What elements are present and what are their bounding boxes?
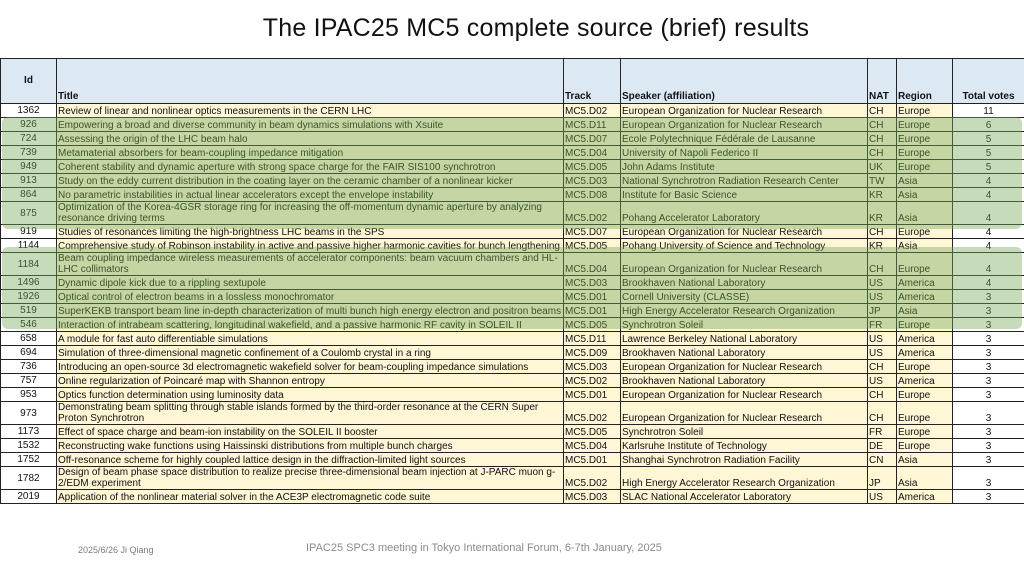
region-cell: America xyxy=(897,346,953,360)
track-cell: MC5.D02 xyxy=(564,104,621,118)
title-cell: Empowering a broad and diverse community in beam dynamics simulations with Xsuite xyxy=(57,118,564,132)
nat-cell: DE xyxy=(868,439,897,453)
track-cell: MC5.D11 xyxy=(564,118,621,132)
nat-cell: CH xyxy=(868,104,897,118)
nat-cell: US xyxy=(868,276,897,290)
title-cell: Simulation of three-dimensional magnetic confinement of a Coulomb crystal in a ring xyxy=(57,346,564,360)
total-votes-cell: 4 xyxy=(953,276,1024,290)
id-cell: 1184 xyxy=(1,253,57,276)
speaker-cell: European Organization for Nuclear Research xyxy=(621,402,868,425)
speaker-cell: Shanghai Synchrotron Radiation Facility xyxy=(621,453,868,467)
track-cell: MC5.D03 xyxy=(564,360,621,374)
speaker-cell: University of Napoli Federico II xyxy=(621,146,868,160)
table-row xyxy=(1,439,1024,453)
region-cell: Europe xyxy=(897,425,953,439)
total-votes-cell: 3 xyxy=(953,439,1024,453)
nat-cell: JP xyxy=(868,467,897,490)
track-cell: MC5.D01 xyxy=(564,290,621,304)
table-row xyxy=(1,425,1024,439)
title-cell: Off-resonance scheme for highly coupled lattice design in the diffraction-limited light sources xyxy=(57,453,564,467)
id-cell: 926 xyxy=(1,118,57,132)
nat-cell: US xyxy=(868,374,897,388)
region-cell: Asia xyxy=(897,202,953,225)
table-row xyxy=(1,202,1024,225)
region-cell: Asia xyxy=(897,453,953,467)
track-cell: MC5.D04 xyxy=(564,439,621,453)
speaker-cell: Institute for Basic Science xyxy=(621,188,868,202)
speaker-cell: European Organization for Nuclear Research xyxy=(621,118,868,132)
nat-cell: KR xyxy=(868,202,897,225)
total-votes-cell: 4 xyxy=(953,239,1024,253)
speaker-cell: European Organization for Nuclear Research xyxy=(621,388,868,402)
speaker-cell: Brookhaven National Laboratory xyxy=(621,346,868,360)
total-votes-cell: 3 xyxy=(953,346,1024,360)
total-votes-cell: 3 xyxy=(953,374,1024,388)
speaker-cell: John Adams Institute xyxy=(621,160,868,174)
column-header-nat: NAT xyxy=(868,59,897,104)
id-cell: 1173 xyxy=(1,425,57,439)
id-cell: 658 xyxy=(1,332,57,346)
table-row xyxy=(1,402,1024,425)
footer-meeting: IPAC25 SPC3 meeting in Tokyo International Forum, 6-7th January, 2025 xyxy=(306,542,662,554)
total-votes-cell: 4 xyxy=(953,188,1024,202)
track-cell: MC5.D01 xyxy=(564,304,621,318)
table-row xyxy=(1,490,1024,504)
title-cell: Beam coupling impedance wireless measurements of accelerator components: beam vacuum chambers and HL-LHC collimators xyxy=(57,253,564,276)
id-cell: 1496 xyxy=(1,276,57,290)
id-cell: 1752 xyxy=(1,453,57,467)
region-cell: Europe xyxy=(897,104,953,118)
column-header-title: Title xyxy=(57,59,564,104)
nat-cell: CH xyxy=(868,360,897,374)
speaker-cell: European Organization for Nuclear Research xyxy=(621,360,868,374)
table-row xyxy=(1,225,1024,239)
nat-cell: TW xyxy=(868,174,897,188)
id-cell: 1926 xyxy=(1,290,57,304)
id-cell: 949 xyxy=(1,160,57,174)
region-cell: America xyxy=(897,490,953,504)
id-cell: 953 xyxy=(1,388,57,402)
table-row xyxy=(1,146,1024,160)
speaker-cell: Brookhaven National Laboratory xyxy=(621,374,868,388)
speaker-cell: European Organization for Nuclear Research xyxy=(621,253,868,276)
track-cell: MC5.D01 xyxy=(564,388,621,402)
column-header-track: Track xyxy=(564,59,621,104)
region-cell: Asia xyxy=(897,467,953,490)
speaker-cell: Synchrotron Soleil xyxy=(621,318,868,332)
slide-title: The IPAC25 MC5 complete source (brief) results xyxy=(262,14,810,42)
total-votes-cell: 6 xyxy=(953,118,1024,132)
region-cell: Europe xyxy=(897,160,953,174)
title-cell: SuperKEKB transport beam line in-depth characterization of multi bunch high energy electron and positron beams xyxy=(57,304,564,318)
id-cell: 739 xyxy=(1,146,57,160)
column-header-total-votes: Total votes xyxy=(953,59,1024,104)
total-votes-cell: 5 xyxy=(953,132,1024,146)
id-cell: 757 xyxy=(1,374,57,388)
total-votes-cell: 5 xyxy=(953,146,1024,160)
nat-cell: KR xyxy=(868,188,897,202)
track-cell: MC5.D05 xyxy=(564,318,621,332)
total-votes-cell: 3 xyxy=(953,290,1024,304)
nat-cell: FR xyxy=(868,425,897,439)
speaker-cell: Ecole Polytechnique Fédérale de Lausanne xyxy=(621,132,868,146)
title-cell: Effect of space charge and beam-ion instability on the SOLEIL II booster xyxy=(57,425,564,439)
total-votes-cell: 3 xyxy=(953,332,1024,346)
track-cell: MC5.D01 xyxy=(564,453,621,467)
track-cell: MC5.D05 xyxy=(564,160,621,174)
title-cell: Coherent stability and dynamic aperture with strong space charge for the FAIR SIS100 synchrotron xyxy=(57,160,564,174)
region-cell: America xyxy=(897,374,953,388)
speaker-cell: European Organization for Nuclear Research xyxy=(621,104,868,118)
total-votes-cell: 3 xyxy=(953,360,1024,374)
region-cell: America xyxy=(897,276,953,290)
title-cell: Metamaterial absorbers for beam-coupling impedance mitigation xyxy=(57,146,564,160)
speaker-cell: European Organization for Nuclear Research xyxy=(621,225,868,239)
title-cell: No parametric instabilities in actual linear accelerators except the envelope instability xyxy=(57,188,564,202)
title-cell: Design of beam phase space distribution to realize precise three-dimensional beam injection at J-PARC muon g-2/EDM experiment xyxy=(57,467,564,490)
track-cell: MC5.D02 xyxy=(564,202,621,225)
total-votes-cell: 3 xyxy=(953,388,1024,402)
title-cell: Demonstrating beam splitting through stable islands formed by the third-order resonance at the CERN Super Proton Synchrotron xyxy=(57,402,564,425)
nat-cell: CH xyxy=(868,388,897,402)
total-votes-cell: 4 xyxy=(953,174,1024,188)
table-row xyxy=(1,360,1024,374)
total-votes-cell: 3 xyxy=(953,490,1024,504)
title-cell: Optics function determination using luminosity data xyxy=(57,388,564,402)
title-cell: Assessing the origin of the LHC beam halo xyxy=(57,132,564,146)
track-cell: MC5.D03 xyxy=(564,276,621,290)
nat-cell: CH xyxy=(868,402,897,425)
track-cell: MC5.D09 xyxy=(564,346,621,360)
title-cell: Study on the eddy current distribution in the coating layer on the ceramic chamber of a nonlinear kicker xyxy=(57,174,564,188)
total-votes-cell: 3 xyxy=(953,318,1024,332)
table-row xyxy=(1,104,1024,118)
title-cell: Online regularization of Poincaré map with Shannon entropy xyxy=(57,374,564,388)
column-header-region: Region xyxy=(897,59,953,104)
table-row xyxy=(1,239,1024,253)
total-votes-cell: 3 xyxy=(953,467,1024,490)
track-cell: MC5.D03 xyxy=(564,490,621,504)
nat-cell: CH xyxy=(868,132,897,146)
track-cell: MC5.D05 xyxy=(564,425,621,439)
speaker-cell: High Energy Accelerator Research Organization xyxy=(621,467,868,490)
region-cell: Europe xyxy=(897,132,953,146)
id-cell: 1144 xyxy=(1,239,57,253)
table-row xyxy=(1,188,1024,202)
title-cell: Optical control of electron beams in a lossless monochromator xyxy=(57,290,564,304)
nat-cell: US xyxy=(868,290,897,304)
id-cell: 736 xyxy=(1,360,57,374)
nat-cell: CH xyxy=(868,118,897,132)
id-cell: 864 xyxy=(1,188,57,202)
region-cell: Asia xyxy=(897,188,953,202)
nat-cell: CH xyxy=(868,253,897,276)
nat-cell: JP xyxy=(868,304,897,318)
title-cell: Reconstructing wake functions using Haissinski distributions from multiple bunch charges xyxy=(57,439,564,453)
table-row xyxy=(1,118,1024,132)
column-header-speaker: Speaker (affiliation) xyxy=(621,59,868,104)
id-cell: 919 xyxy=(1,225,57,239)
table-row xyxy=(1,253,1024,276)
id-cell: 875 xyxy=(1,202,57,225)
total-votes-cell: 3 xyxy=(953,402,1024,425)
title-cell: Interaction of intrabeam scattering, longitudinal wakefield, and a passive harmonic RF cavity in SOLEIL II xyxy=(57,318,564,332)
table-row xyxy=(1,290,1024,304)
region-cell: Europe xyxy=(897,225,953,239)
footer-date-author: 2025/6/26 Ji Qiang xyxy=(78,545,154,555)
region-cell: Asia xyxy=(897,174,953,188)
id-cell: 724 xyxy=(1,132,57,146)
region-cell: Europe xyxy=(897,360,953,374)
region-cell: America xyxy=(897,290,953,304)
total-votes-cell: 4 xyxy=(953,225,1024,239)
region-cell: Europe xyxy=(897,439,953,453)
id-cell: 1532 xyxy=(1,439,57,453)
id-cell: 519 xyxy=(1,304,57,318)
results-table xyxy=(0,58,1024,504)
region-cell: Asia xyxy=(897,304,953,318)
total-votes-cell: 4 xyxy=(953,202,1024,225)
region-cell: America xyxy=(897,332,953,346)
nat-cell: UK xyxy=(868,160,897,174)
speaker-cell: Synchrotron Soleil xyxy=(621,425,868,439)
title-cell: Review of linear and nonlinear optics measurements in the CERN LHC xyxy=(57,104,564,118)
table-row xyxy=(1,346,1024,360)
title-cell: Comprehensive study of Robinson instability in active and passive higher harmonic cavities for bunch lengthening xyxy=(57,239,564,253)
nat-cell: US xyxy=(868,490,897,504)
table-row xyxy=(1,453,1024,467)
title-cell: Optimization of the Korea-4GSR storage ring for increasing the off-momentum dynamic aperture by analyzing resonance driving terms xyxy=(57,202,564,225)
speaker-cell: Pohang University of Science and Technology xyxy=(621,239,868,253)
region-cell: Europe xyxy=(897,146,953,160)
nat-cell: CH xyxy=(868,225,897,239)
title-cell: Studies of resonances limiting the high-brightness LHC beams in the SPS xyxy=(57,225,564,239)
table-row xyxy=(1,132,1024,146)
nat-cell: US xyxy=(868,346,897,360)
region-cell: Asia xyxy=(897,239,953,253)
id-cell: 2019 xyxy=(1,490,57,504)
table-row xyxy=(1,332,1024,346)
total-votes-cell: 3 xyxy=(953,304,1024,318)
total-votes-cell: 3 xyxy=(953,453,1024,467)
nat-cell: US xyxy=(868,332,897,346)
total-votes-cell: 3 xyxy=(953,425,1024,439)
track-cell: MC5.D02 xyxy=(564,374,621,388)
table-row xyxy=(1,304,1024,318)
region-cell: Europe xyxy=(897,388,953,402)
id-cell: 694 xyxy=(1,346,57,360)
table-row xyxy=(1,318,1024,332)
track-cell: MC5.D05 xyxy=(564,239,621,253)
speaker-cell: National Synchrotron Radiation Research Center xyxy=(621,174,868,188)
table-header-row xyxy=(1,59,1024,104)
nat-cell: FR xyxy=(868,318,897,332)
total-votes-cell: 5 xyxy=(953,160,1024,174)
track-cell: MC5.D07 xyxy=(564,132,621,146)
region-cell: Europe xyxy=(897,318,953,332)
speaker-cell: SLAC National Accelerator Laboratory xyxy=(621,490,868,504)
table-row xyxy=(1,388,1024,402)
column-header-id: Id xyxy=(1,59,57,104)
region-cell: Europe xyxy=(897,253,953,276)
speaker-cell: Brookhaven National Laboratory xyxy=(621,276,868,290)
total-votes-cell: 4 xyxy=(953,253,1024,276)
title-cell: A module for fast auto differentiable simulations xyxy=(57,332,564,346)
speaker-cell: Cornell University (CLASSE) xyxy=(621,290,868,304)
track-cell: MC5.D02 xyxy=(564,402,621,425)
table-row xyxy=(1,160,1024,174)
speaker-cell: Lawrence Berkeley National Laboratory xyxy=(621,332,868,346)
table-row xyxy=(1,374,1024,388)
track-cell: MC5.D11 xyxy=(564,332,621,346)
region-cell: Europe xyxy=(897,402,953,425)
track-cell: MC5.D07 xyxy=(564,225,621,239)
title-cell: Dynamic dipole kick due to a rippling sextupole xyxy=(57,276,564,290)
track-cell: MC5.D04 xyxy=(564,253,621,276)
track-cell: MC5.D02 xyxy=(564,467,621,490)
track-cell: MC5.D08 xyxy=(564,188,621,202)
region-cell: Europe xyxy=(897,118,953,132)
id-cell: 1782 xyxy=(1,467,57,490)
nat-cell: KR xyxy=(868,239,897,253)
nat-cell: CN xyxy=(868,453,897,467)
total-votes-cell: 11 xyxy=(953,104,1024,118)
id-cell: 973 xyxy=(1,402,57,425)
speaker-cell: Pohang Accelerator Laboratory xyxy=(621,202,868,225)
id-cell: 1362 xyxy=(1,104,57,118)
table-row xyxy=(1,174,1024,188)
id-cell: 913 xyxy=(1,174,57,188)
speaker-cell: High Energy Accelerator Research Organization xyxy=(621,304,868,318)
speaker-cell: Karlsruhe Institute of Technology xyxy=(621,439,868,453)
table-row xyxy=(1,276,1024,290)
title-cell: Introducing an open-source 3d electromagnetic wakefield solver for beam-coupling impedance simulations xyxy=(57,360,564,374)
table-row xyxy=(1,467,1024,490)
id-cell: 546 xyxy=(1,318,57,332)
title-cell: Application of the nonlinear material solver in the ACE3P electromagnetic code suite xyxy=(57,490,564,504)
nat-cell: CH xyxy=(868,146,897,160)
track-cell: MC5.D04 xyxy=(564,146,621,160)
track-cell: MC5.D03 xyxy=(564,174,621,188)
